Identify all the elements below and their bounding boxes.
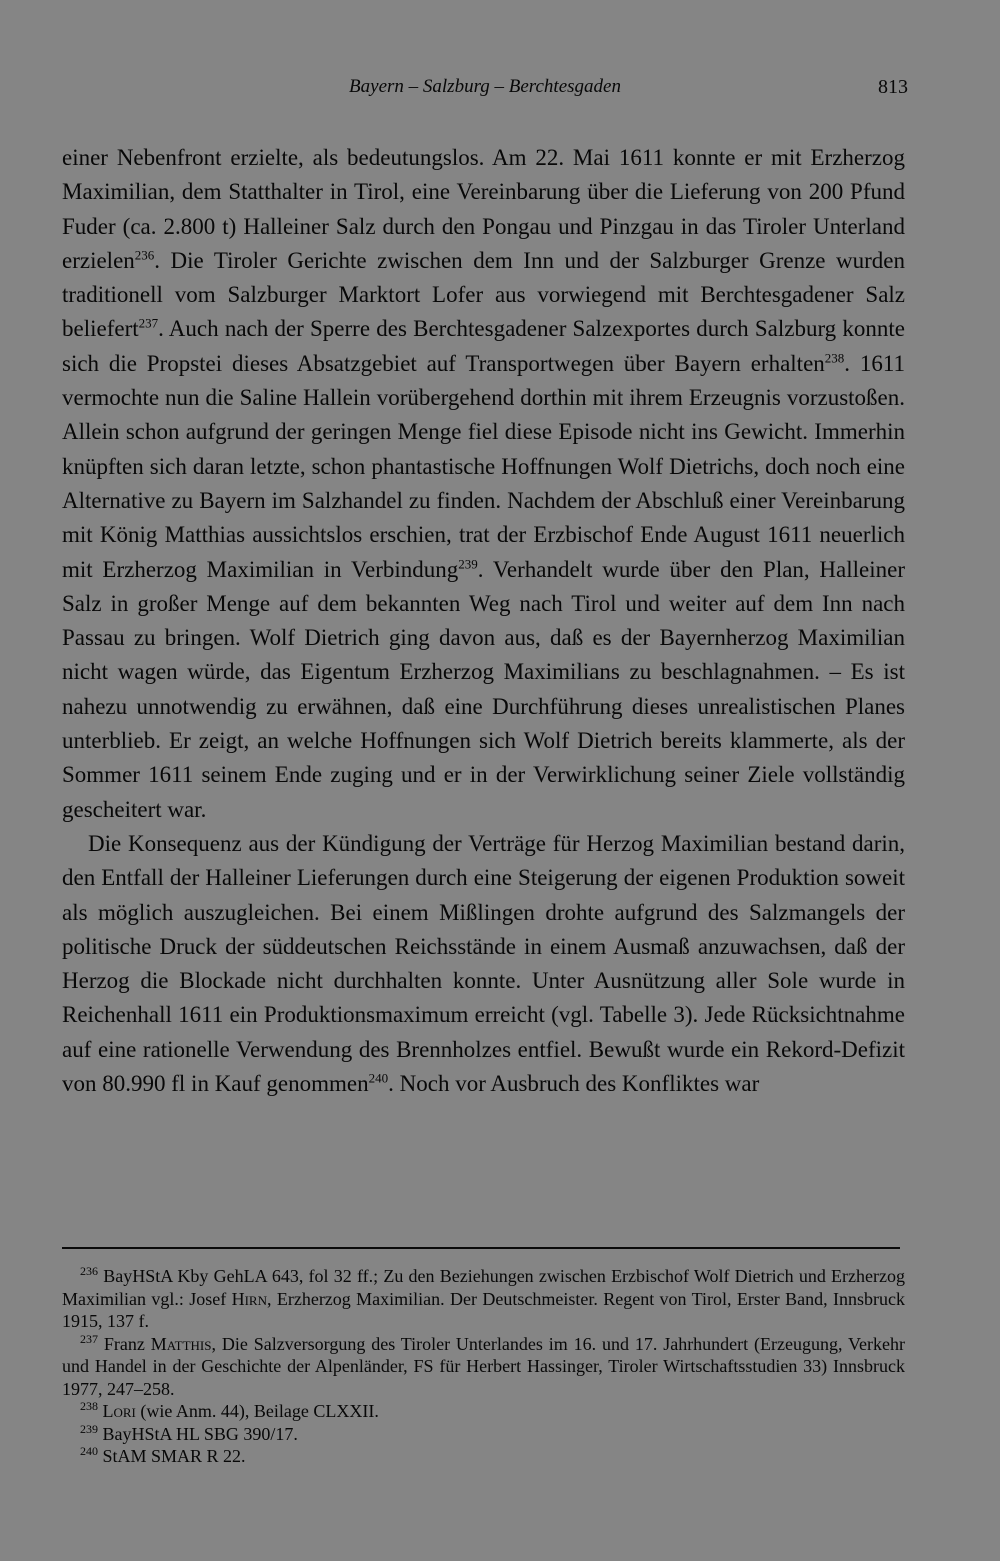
footnote-text: Franz: [103, 1333, 151, 1354]
text-run: . Auch nach der Sperre des Berchtesgadener Salzexportes durch Salzburg konnte sich die Propstei dieses Absatzgebiet auf Transportwegen über Bayern erhalten: [62, 316, 905, 376]
footnote-ref-236[interactable]: 236: [134, 247, 155, 263]
footnote-238: [62, 1400, 905, 1423]
author-name: Matthis: [150, 1333, 212, 1354]
text-run: . Die Tiroler Gerichte zwischen dem Inn und der Salzburger Grenze wurden traditionell vom Salzburger Marktort Lofer aus vorwiegend mit Berchtesgadener Salz beliefert: [62, 247, 905, 342]
text-run: . 1611 vermochte nun die Saline Hallein vorübergehend dorthin mit ihrem Erzeugnis vorzustoßen. Allein schon aufgrund der geringen Menge fiel diese Episode nicht ins Gewicht. Immerhin knüpften sich daran letzte, schon phantastische Hoffnungen Wolf Dietrichs, doch noch eine Alternative zu Bayern im Salzhandel zu finden. Nachdem der Abschluß einer Vereinbarung mit König Matthias aussichtslos erschien, trat der Erzbischof Ende August 1611 neuerlich mit Erzherzog Maximilian in Verbindung: [62, 350, 905, 582]
footnote-239: [62, 1423, 905, 1446]
page-number: 813: [878, 76, 908, 98]
footnote-ref-237[interactable]: 237: [138, 315, 159, 331]
footnotes: [62, 1265, 905, 1468]
footnote-240: [62, 1445, 905, 1468]
footnote-text: (wie Anm. 44), Beilage CLXXII.: [135, 1401, 379, 1421]
text-run: Die Konsequenz aus der Kündigung der Verträge für Herzog Maximilian bestand darin, den Entfall der Halleiner Lieferungen durch eine Steigerung der eigenen Produktion soweit als möglich auszugleichen. Bei einem Mißlingen drohte aufgrund des Salzmangels der politische Druck der süddeutschen Reichsstände in einem Ausmaß anzuwachsen, daß der Herzog die Blockade nicht durchhalten konnte. Unter Ausnützung aller Sole wurde in Reichenhall 1611 ein Produktionsmaximum erreicht (vgl. Tabelle 3). Jede Rücksichtnahme auf eine rationelle Verwendung des Brennholzes entfiel. Bewußt wurde ein Rekord-Defizit von 80.990 fl in Kauf genommen: [62, 830, 905, 1097]
footnote-number: 239: [80, 1421, 98, 1436]
footnote-divider: [62, 1247, 900, 1249]
author-name: Lori: [102, 1401, 136, 1421]
footnote-text: , Erzherzog Maximilian. Der Deutschmeister. Regent von Tirol, Erster Band, Innsbruck 1915, 137 f.: [62, 1288, 906, 1331]
body-text: [62, 141, 905, 1101]
footnote-text: StAM SMAR R 22.: [102, 1446, 246, 1466]
footnote-text: BayHStA Kby GehLA 643, fol 32 ff.; Zu den Beziehungen zwischen Erzbischof Wolf Dietrich und Erzherzog Maximilian vgl.: Josef: [62, 1266, 906, 1309]
paragraph-2: [62, 827, 905, 1101]
footnote-236: [62, 1265, 905, 1333]
running-title: Bayern – Salzburg – Berchtesgaden: [349, 76, 621, 97]
footnote-text: , Die Salzversorgung des Tiroler Unterlandes im 16. und 17. Jahrhundert (Erzeugung, Verkehr und Handel in der Geschichte der Alpenländer, FS für Herbert Hassinger, Tiroler Wirtschaftsstudien 33) Innsbruck 1977, 247–258.: [62, 1333, 905, 1399]
author-name: Hirn: [231, 1288, 267, 1309]
text-run: . Verhandelt wurde über den Plan, Halleiner Salz in großer Menge auf dem bekannten Weg nach Tirol und weiter auf dem Inn nach Passau zu bringen. Wolf Dietrich ging davon aus, daß es der Bayernherzog Maximilian nicht wagen würde, das Eigentum Erzherzog Maximilians zu beschlagnahmen. – Es ist nahezu unnotwendig zu erwähnen, daß eine Durchführung dieses unrealistischen Planes unterblieb. Er zeigt, an welche Hoffnungen sich Wolf Dietrich bereits klammerte, als der Sommer 1611 seinem Ende zuging und er in der Verwirklichung seiner Ziele vollständig gescheitert war.: [62, 556, 905, 822]
text-run: einer Nebenfront erzielte, als bedeutungslos. Am 22. Mai 1611 konnte er mit Erzherzog Maximilian, dem Statthalter in Tirol, eine Vereinbarung über die Lieferung von 200 Pfund Fuder (ca. 2.800 t) Halleiner Salz durch den Pongau und Pinzgau in das Tiroler Unterland erzielen: [62, 145, 905, 273]
paragraph-1: [62, 141, 905, 827]
text-run: . Noch vor Ausbruch des Konfliktes war: [388, 1071, 760, 1097]
footnote-number: 240: [80, 1444, 98, 1458]
footnote-ref-238[interactable]: 238: [824, 350, 845, 366]
running-header: [62, 74, 908, 104]
footnote-number: 237: [80, 1331, 98, 1346]
footnote-ref-240[interactable]: 240: [368, 1070, 389, 1086]
footnote-237: [62, 1333, 905, 1401]
footnote-number: 236: [80, 1264, 98, 1278]
footnote-text: BayHStA HL SBG 390/17.: [102, 1423, 298, 1444]
footnote-number: 238: [80, 1399, 98, 1413]
footnote-ref-239[interactable]: 239: [458, 555, 478, 571]
